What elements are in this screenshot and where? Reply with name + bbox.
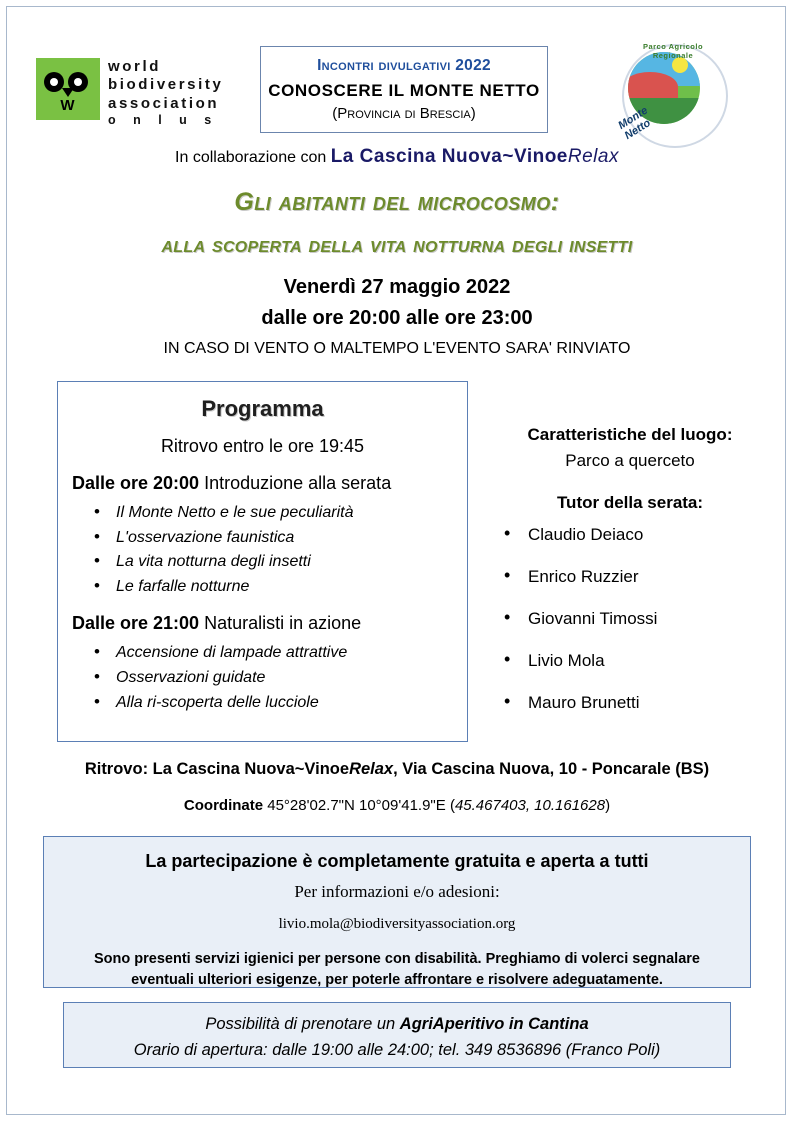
programma-box (57, 381, 468, 742)
programma-section-2-time: Dalle ore 21:00 (72, 613, 200, 634)
header (0, 32, 794, 144)
booking-prefix: Possibilità di prenotare un (205, 1015, 400, 1033)
wba-line-2: biodiversity (108, 76, 224, 94)
booking-line-2: Orario di apertura: dalle 19:00 alle 24:00; tel. 349 8536896 (Franco Poli) (133, 1041, 661, 1059)
list-item: • Accensione di lampade attrattive (86, 642, 453, 664)
list-item: • Mauro Brunetti (480, 693, 780, 713)
collaboration-line (0, 146, 794, 168)
programma-heading: Programma (201, 396, 324, 421)
accessibility-note: Sono presenti servizi igienici per persone con disabilità. Preghiamo di volerci segnalare eventuali ulteriori esigenze, per poterle affrontare e risolvere adeguatamente. (94, 951, 700, 989)
free-participation-text: La partecipazione è completamente gratuita e aperta a tutti (145, 851, 649, 871)
info-box (43, 836, 751, 988)
owl-letter: W (60, 97, 76, 114)
event-series-box (260, 46, 548, 133)
series-title: CONOSCERE IL MONTE NETTO (268, 81, 540, 100)
coordinates-decimal: 45.467403, 10.161628 (454, 797, 606, 814)
coordinates-dms: 45°28'02.7"N 10°09'41.9"E (267, 797, 446, 814)
date-block (0, 276, 794, 358)
programma-section-2-list (72, 642, 453, 713)
parco-logo-label: Monte Netto (616, 104, 653, 143)
venue-features-value: Parco a querceto (565, 451, 695, 470)
wba-logo (36, 50, 226, 128)
event-time: dalle ore 20:00 alle ore 23:00 (261, 307, 533, 329)
list-item: • Claudio Deiaco (480, 525, 780, 545)
list-item: • Alla ri-scoperta delle lucciole (86, 692, 453, 714)
partner-brand-part3: Relax (567, 146, 619, 167)
info-contact-label: Per informazioni e/o adesioni: (294, 882, 500, 901)
programma-section-2-header (72, 613, 453, 634)
list-item: • La vita notturna degli insetti (86, 551, 453, 573)
series-label: Incontri divulgativi 2022 (317, 57, 491, 74)
page-title (0, 188, 794, 258)
booking-box (63, 1002, 731, 1068)
wba-wordmark (108, 58, 223, 128)
list-item: • L'osservazione faunistica (86, 527, 453, 549)
meeting-point-sep: ~ (294, 760, 305, 778)
page-title-line-2: alla scoperta della vita notturna degli insetti (161, 231, 633, 257)
partner-brand (331, 146, 619, 167)
list-item: • Le farfalle notturne (86, 576, 453, 598)
parco-monte-netto-logo (612, 38, 736, 148)
meeting-point-line (0, 760, 794, 779)
list-item: • Il Monte Netto e le sue peculiarità (86, 502, 453, 524)
tutors-list (480, 525, 780, 713)
parco-logo-arc-text: Parco Agricolo Regionale (642, 42, 704, 60)
list-item: • Enrico Ruzzier (480, 567, 780, 587)
booking-line-1 (64, 1015, 730, 1034)
coordinates-paren-open: ( (449, 797, 455, 814)
owl-beak-icon (62, 88, 74, 97)
contact-email[interactable]: livio.mola@biodiversityassociation.org (278, 916, 516, 932)
list-item: • Osservazioni guidate (86, 667, 453, 689)
wba-line-4: o n l u s (108, 112, 219, 127)
programma-section-1-time: Dalle ore 20:00 (72, 473, 200, 493)
owl-eye-left-icon (44, 72, 64, 92)
programma-section-1-title: Introduzione alla serata (199, 473, 392, 493)
partner-brand-part1: La Cascina Nuova (330, 146, 503, 167)
weather-notice: IN CASO DI VENTO O MALTEMPO L'EVENTO SARA' RINVIATO (163, 340, 631, 357)
wba-line-1: world (108, 58, 161, 75)
list-item: • Giovanni Timossi (480, 609, 780, 629)
meeting-point-vinoe: Vinoe (304, 760, 350, 778)
event-date: Venerdì 27 maggio 2022 (283, 276, 511, 298)
list-item: • Livio Mola (480, 651, 780, 671)
coordinates-line (0, 797, 794, 814)
programma-section-1-header (72, 473, 453, 494)
coordinates-paren-close: ) (605, 797, 611, 814)
coordinates-label: Coordinate (183, 797, 264, 814)
meeting-point-prefix: Ritrovo: La Cascina Nuova (84, 760, 295, 778)
venue-features-heading: Caratteristiche del luogo: (527, 425, 733, 444)
partner-brand-part2: Vinoe (513, 146, 568, 167)
collaboration-lead: In collaborazione con (175, 149, 327, 166)
programma-section-2-title: Naturalisti in azione (199, 613, 362, 634)
series-province: (Provincia di Brescia) (332, 105, 476, 122)
programma-section-1-list (72, 502, 453, 597)
programma-meeting-time: Ritrovo entro le ore 19:45 (160, 436, 365, 456)
meeting-point-relax: Relax (349, 760, 394, 778)
owl-glyph (42, 66, 94, 112)
booking-offer: AgriAperitivo in Cantina (399, 1015, 589, 1033)
partner-brand-sep: ~ (502, 146, 514, 167)
venue-and-tutors-column (480, 425, 780, 735)
owl-icon (36, 58, 100, 120)
wba-line-3: association (108, 94, 220, 112)
tutors-heading: Tutor della serata: (556, 493, 704, 512)
page-title-line-1: Gli abitanti del microcosmo: (234, 188, 560, 216)
meeting-point-address: , Via Cascina Nuova, 10 - Poncarale (BS) (393, 760, 710, 778)
